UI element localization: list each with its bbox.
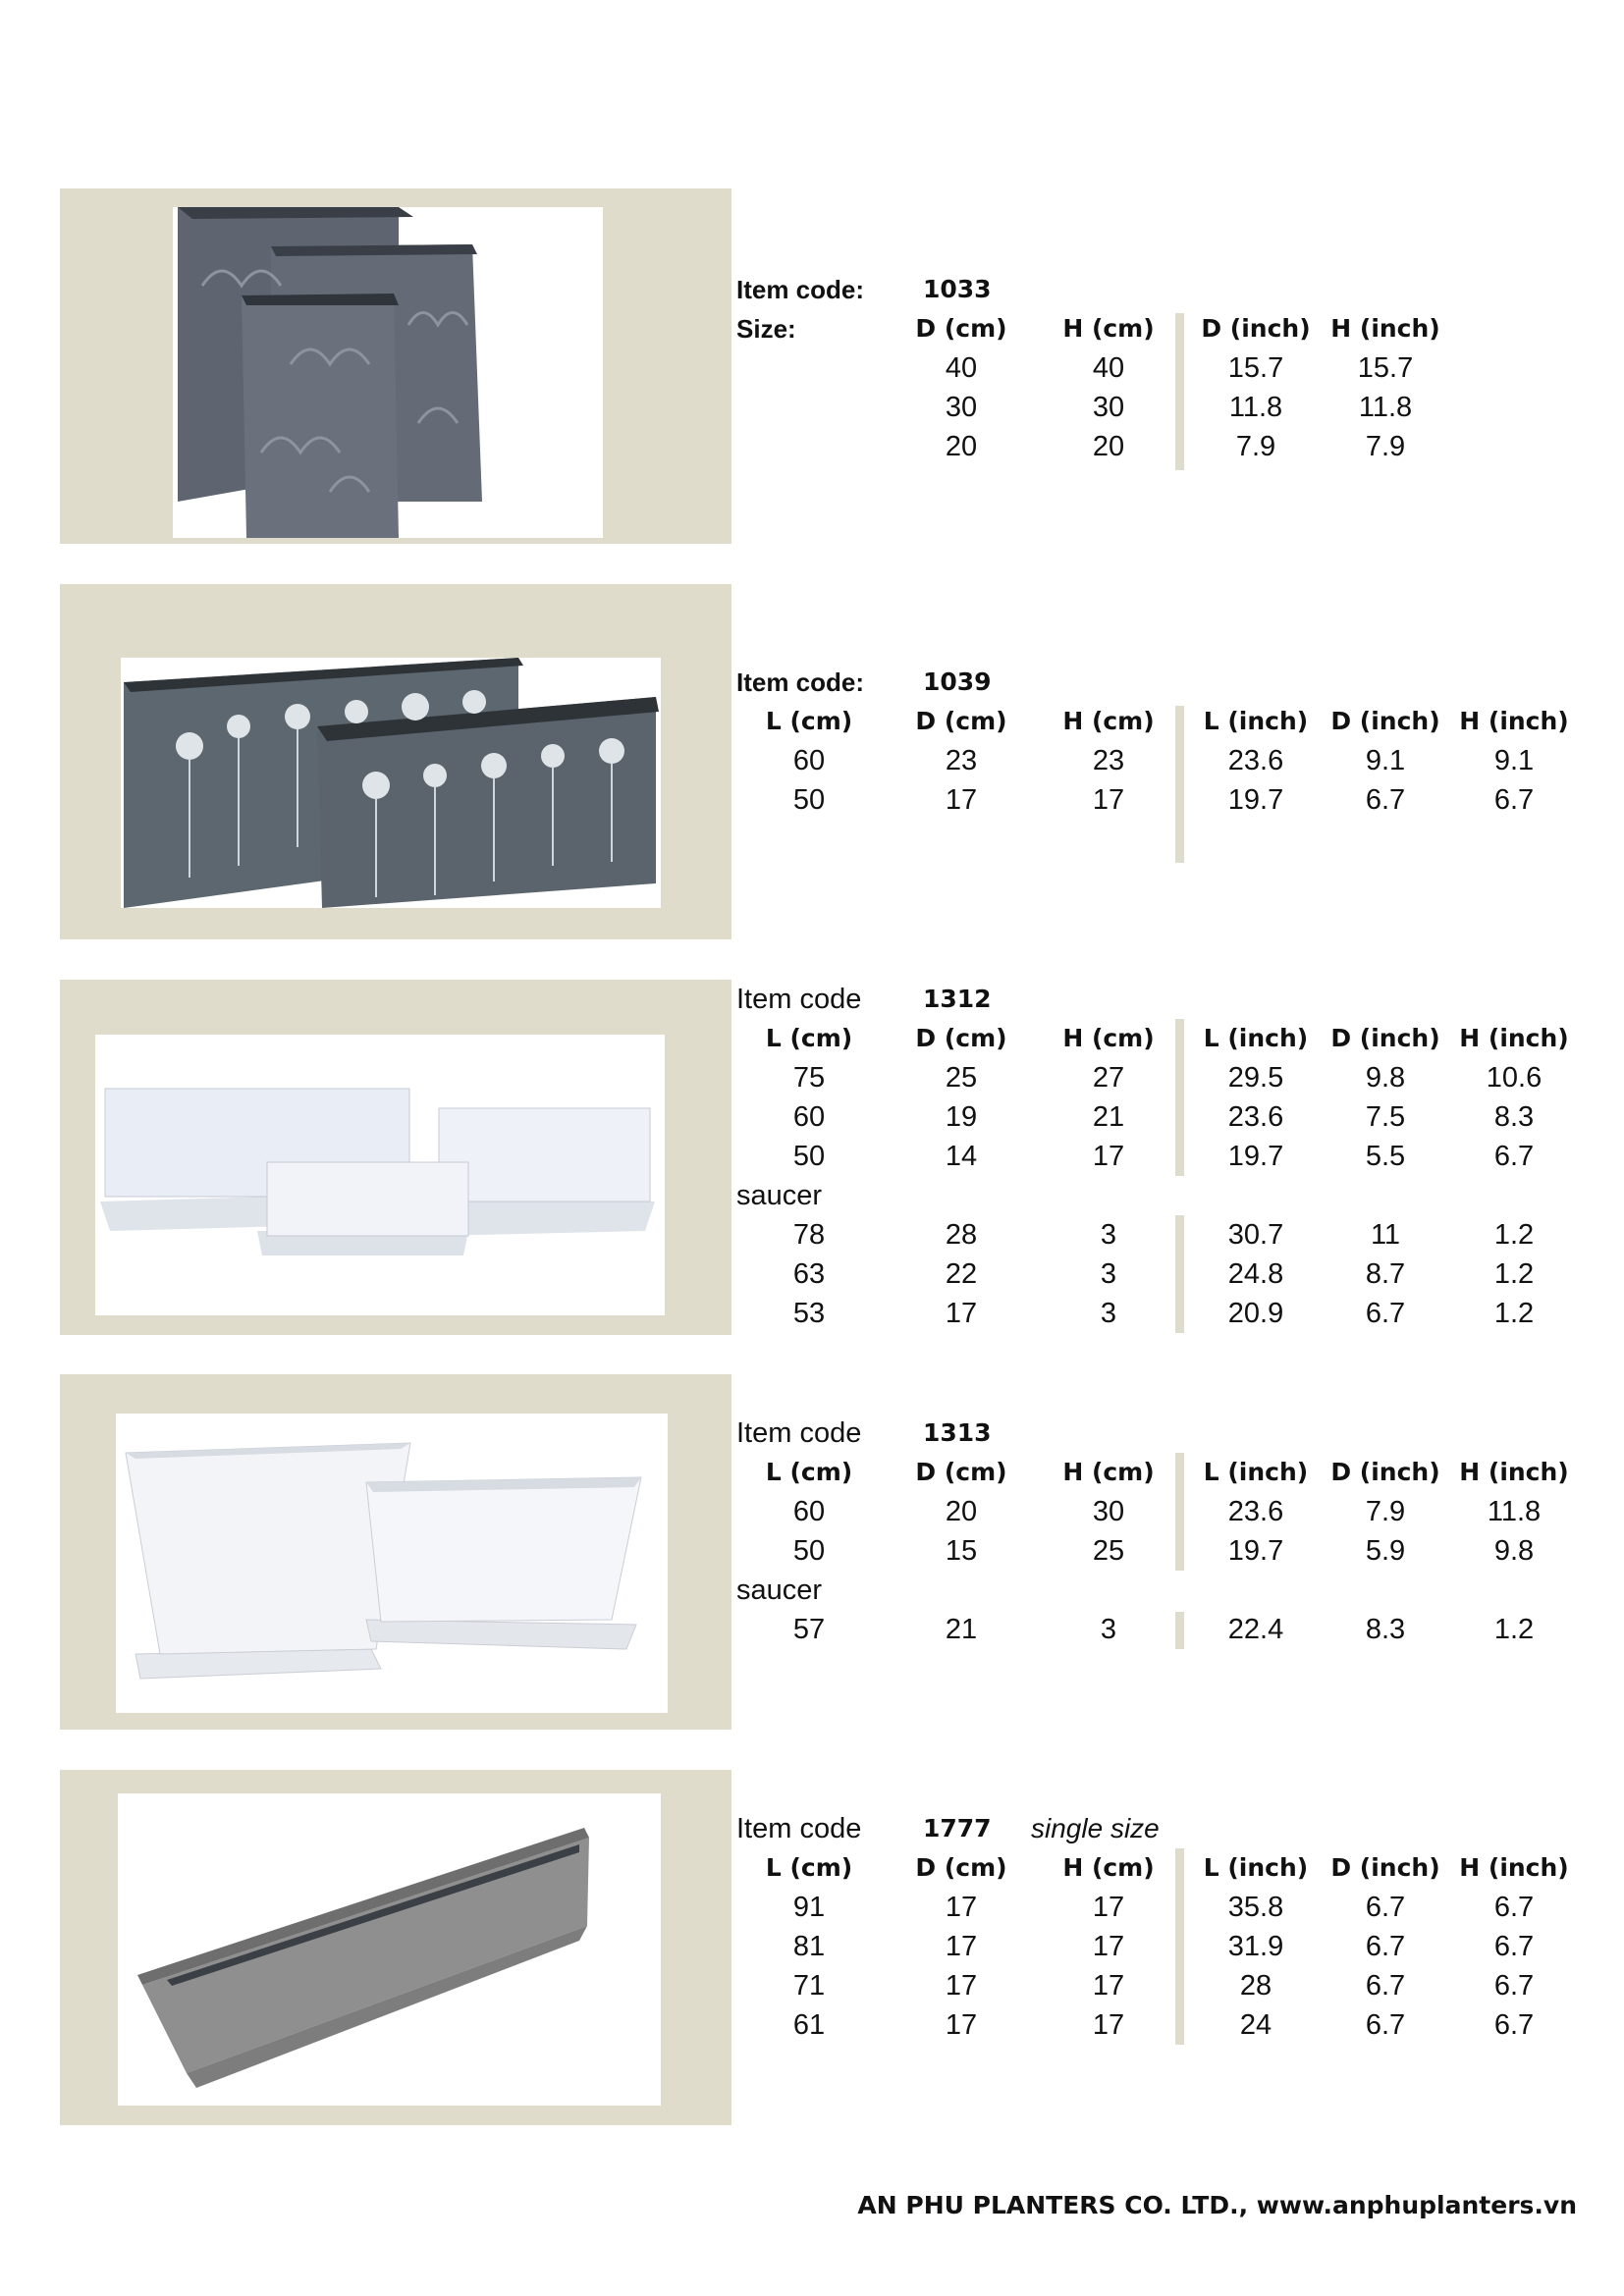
table-row bbox=[736, 388, 1600, 427]
col-header: D (inch) bbox=[1330, 1458, 1440, 1486]
column-divider bbox=[1175, 1019, 1184, 1176]
item-code-row bbox=[736, 1809, 1600, 1848]
col-header: H (inch) bbox=[1330, 314, 1440, 343]
table-row bbox=[736, 1137, 1600, 1176]
col-header: H (cm) bbox=[1062, 314, 1155, 343]
table-cell: 17 bbox=[945, 1970, 978, 2002]
item-code-label: Item code: bbox=[736, 667, 865, 697]
table-cell: 17 bbox=[1092, 1141, 1125, 1172]
col-header: D (inch) bbox=[1201, 314, 1311, 343]
saucer-row bbox=[736, 1610, 1600, 1649]
photo-panel bbox=[60, 1770, 731, 2125]
saucer-row bbox=[736, 1255, 1600, 1294]
white-rectangular-planters-photo bbox=[95, 1035, 665, 1315]
table-cell: 6.7 bbox=[1493, 2009, 1535, 2041]
header-row bbox=[736, 702, 1600, 741]
table-cell: 21 bbox=[945, 1614, 978, 1645]
table-row bbox=[736, 780, 1600, 820]
table-cell: 50 bbox=[792, 1535, 826, 1567]
item-code-value: 1033 bbox=[923, 275, 992, 303]
table-cell: 7.9 bbox=[1365, 431, 1406, 462]
table-cell: 17 bbox=[1092, 1931, 1125, 1962]
table-cell: 53 bbox=[792, 1298, 826, 1329]
table-cell: 20 bbox=[1092, 431, 1125, 462]
col-header: H (inch) bbox=[1459, 707, 1569, 735]
header-row bbox=[736, 1019, 1600, 1058]
column-divider bbox=[1175, 1215, 1184, 1333]
table-cell: 23.6 bbox=[1227, 1496, 1284, 1527]
table-cell: 60 bbox=[792, 1101, 826, 1133]
column-divider bbox=[1175, 1453, 1184, 1571]
table-cell: 11.8 bbox=[1228, 392, 1283, 423]
table-cell: 20 bbox=[945, 1496, 978, 1527]
saucer-row bbox=[736, 1294, 1600, 1333]
table-cell: 1.2 bbox=[1493, 1258, 1535, 1290]
table-row bbox=[736, 1492, 1600, 1531]
saucer-row bbox=[736, 1215, 1600, 1255]
photo-panel bbox=[60, 1374, 731, 1730]
saucer-label: saucer bbox=[736, 1180, 823, 1211]
table-cell: 5.5 bbox=[1365, 1141, 1406, 1172]
table-cell: 23 bbox=[945, 745, 978, 776]
col-header: L (inch) bbox=[1203, 1458, 1309, 1486]
table-cell: 6.7 bbox=[1365, 2009, 1406, 2041]
table-cell: 7.9 bbox=[1365, 1496, 1406, 1527]
col-header: D (inch) bbox=[1330, 1024, 1440, 1052]
col-header: L (cm) bbox=[765, 707, 853, 735]
item-code-label: Item code bbox=[736, 984, 862, 1015]
table-cell: 10.6 bbox=[1486, 1062, 1543, 1094]
table-cell: 8.3 bbox=[1365, 1614, 1406, 1645]
col-header: H (cm) bbox=[1062, 1853, 1155, 1882]
table-cell: 9.8 bbox=[1365, 1062, 1406, 1094]
table-cell: 19 bbox=[945, 1101, 978, 1133]
saucer-label-row bbox=[736, 1571, 1600, 1610]
grey-trough-planter-photo bbox=[118, 1793, 661, 2106]
table-cell: 15.7 bbox=[1227, 352, 1284, 384]
table-cell: 6.7 bbox=[1365, 1892, 1406, 1923]
table-cell: 28 bbox=[945, 1219, 978, 1251]
table-cell: 25 bbox=[945, 1062, 978, 1094]
table-row bbox=[736, 1097, 1600, 1137]
col-header: D (cm) bbox=[915, 314, 1007, 343]
table-cell: 24.8 bbox=[1227, 1258, 1284, 1290]
table-cell: 30.7 bbox=[1227, 1219, 1284, 1251]
table-cell: 28 bbox=[1239, 1970, 1272, 2002]
col-header: H (cm) bbox=[1062, 1458, 1155, 1486]
table-cell: 1.2 bbox=[1493, 1219, 1535, 1251]
column-divider bbox=[1175, 313, 1184, 470]
header-row bbox=[736, 1453, 1600, 1492]
table-cell: 6.7 bbox=[1493, 1931, 1535, 1962]
table-cell: 57 bbox=[792, 1614, 826, 1645]
table-cell: 60 bbox=[792, 1496, 826, 1527]
table-cell: 14 bbox=[945, 1141, 978, 1172]
table-cell: 6.7 bbox=[1365, 784, 1406, 816]
item-code-label: Item code: bbox=[736, 275, 865, 304]
table-cell: 17 bbox=[1092, 2009, 1125, 2041]
column-divider bbox=[1175, 1612, 1184, 1649]
table-cell: 20 bbox=[945, 431, 978, 462]
table-cell: 75 bbox=[792, 1062, 826, 1094]
table-cell: 9.1 bbox=[1365, 745, 1406, 776]
col-header: D (cm) bbox=[915, 707, 1007, 735]
table-row bbox=[736, 427, 1600, 466]
table-cell: 35.8 bbox=[1227, 1892, 1284, 1923]
table-cell: 27 bbox=[1092, 1062, 1125, 1094]
col-header: D (cm) bbox=[915, 1024, 1007, 1052]
table-cell: 60 bbox=[792, 745, 826, 776]
size-label: Size: bbox=[736, 314, 796, 344]
table-cell: 40 bbox=[1092, 352, 1125, 384]
table-cell: 81 bbox=[792, 1931, 826, 1962]
item-code-row bbox=[736, 270, 1600, 309]
table-cell: 3 bbox=[1100, 1258, 1117, 1290]
col-header: D (cm) bbox=[915, 1853, 1007, 1882]
table-cell: 15.7 bbox=[1357, 352, 1414, 384]
table-cell: 24 bbox=[1239, 2009, 1272, 2041]
table-cell: 6.7 bbox=[1493, 1892, 1535, 1923]
item-code-row bbox=[736, 980, 1600, 1019]
table-cell: 17 bbox=[945, 1892, 978, 1923]
table-cell: 1.2 bbox=[1493, 1614, 1535, 1645]
saucer-label-row bbox=[736, 1176, 1600, 1215]
saucer-label: saucer bbox=[736, 1575, 823, 1606]
col-header: L (cm) bbox=[765, 1853, 853, 1882]
table-cell: 6.7 bbox=[1365, 1970, 1406, 2002]
item-code-label: Item code bbox=[736, 1813, 862, 1844]
table-cell: 6.7 bbox=[1493, 784, 1535, 816]
col-header: L (inch) bbox=[1203, 1024, 1309, 1052]
item-code-value: 1777 bbox=[923, 1814, 992, 1842]
table-cell: 6.7 bbox=[1365, 1931, 1406, 1962]
table-cell: 9.8 bbox=[1493, 1535, 1535, 1567]
table-cell: 3 bbox=[1100, 1298, 1117, 1329]
item-code-value: 1313 bbox=[923, 1418, 992, 1447]
table-cell: 23.6 bbox=[1227, 745, 1284, 776]
col-header: D (inch) bbox=[1330, 1853, 1440, 1882]
company-footer: AN PHU PLANTERS CO. LTD., www.anphuplanters.vn bbox=[857, 2191, 1577, 2219]
table-row bbox=[736, 741, 1600, 780]
table-cell: 19.7 bbox=[1227, 1535, 1284, 1567]
item-code-value: 1312 bbox=[923, 985, 992, 1013]
planter-image-icon bbox=[116, 1414, 668, 1713]
table-cell: 20.9 bbox=[1227, 1298, 1284, 1329]
header-row bbox=[736, 309, 1600, 348]
col-header: L (cm) bbox=[765, 1458, 853, 1486]
photo-panel bbox=[60, 584, 731, 939]
table-cell: 8.7 bbox=[1365, 1258, 1406, 1290]
table-row bbox=[736, 1888, 1600, 1927]
table-cell: 17 bbox=[945, 784, 978, 816]
col-header: H (inch) bbox=[1459, 1458, 1569, 1486]
item-code-value: 1039 bbox=[923, 667, 992, 696]
col-header: H (inch) bbox=[1459, 1853, 1569, 1882]
table-cell: 5.9 bbox=[1365, 1535, 1406, 1567]
table-cell: 31.9 bbox=[1227, 1931, 1284, 1962]
table-cell: 40 bbox=[945, 352, 978, 384]
planter-image-icon bbox=[173, 207, 603, 538]
table-cell: 30 bbox=[945, 392, 978, 423]
table-cell: 50 bbox=[792, 784, 826, 816]
table-cell: 17 bbox=[945, 2009, 978, 2041]
table-cell: 91 bbox=[792, 1892, 826, 1923]
table-cell: 30 bbox=[1092, 392, 1125, 423]
table-cell: 6.7 bbox=[1493, 1970, 1535, 2002]
table-cell: 11 bbox=[1370, 1219, 1401, 1251]
col-header: H (cm) bbox=[1062, 707, 1155, 735]
table-row bbox=[736, 1531, 1600, 1571]
col-header: D (cm) bbox=[915, 1458, 1007, 1486]
table-cell: 15 bbox=[945, 1535, 978, 1567]
table-cell: 61 bbox=[792, 2009, 826, 2041]
col-header: L (inch) bbox=[1203, 707, 1309, 735]
table-row bbox=[736, 348, 1600, 388]
table-cell: 29.5 bbox=[1227, 1062, 1284, 1094]
table-cell: 7.5 bbox=[1365, 1101, 1406, 1133]
table-cell: 6.7 bbox=[1493, 1141, 1535, 1172]
table-cell: 1.2 bbox=[1493, 1298, 1535, 1329]
table-cell: 22.4 bbox=[1227, 1614, 1284, 1645]
table-cell: 7.9 bbox=[1235, 431, 1276, 462]
table-cell: 63 bbox=[792, 1258, 826, 1290]
item-code-row bbox=[736, 663, 1600, 702]
butterfly-square-planters-photo bbox=[173, 207, 603, 538]
table-row bbox=[736, 2005, 1600, 2045]
column-divider bbox=[1175, 706, 1184, 863]
table-cell: 17 bbox=[1092, 1970, 1125, 2002]
col-header: H (inch) bbox=[1459, 1024, 1569, 1052]
table-row bbox=[736, 1966, 1600, 2005]
table-cell: 25 bbox=[1092, 1535, 1125, 1567]
item-code-row bbox=[736, 1414, 1600, 1453]
table-cell: 3 bbox=[1100, 1219, 1117, 1251]
table-cell: 3 bbox=[1100, 1614, 1117, 1645]
photo-panel bbox=[60, 980, 731, 1335]
item-code-label: Item code bbox=[736, 1417, 862, 1449]
table-cell: 23 bbox=[1092, 745, 1125, 776]
table-cell: 17 bbox=[945, 1931, 978, 1962]
table-cell: 30 bbox=[1092, 1496, 1125, 1527]
planter-image-icon bbox=[118, 1793, 661, 2106]
table-cell: 9.1 bbox=[1493, 745, 1535, 776]
table-cell: 78 bbox=[792, 1219, 826, 1251]
planter-image-icon bbox=[95, 1035, 665, 1315]
table-row bbox=[736, 1058, 1600, 1097]
table-cell: 19.7 bbox=[1227, 1141, 1284, 1172]
table-cell: 17 bbox=[1092, 1892, 1125, 1923]
table-cell: 23.6 bbox=[1227, 1101, 1284, 1133]
table-cell: 22 bbox=[945, 1258, 978, 1290]
col-header: L (inch) bbox=[1203, 1853, 1309, 1882]
table-cell: 71 bbox=[792, 1970, 826, 2002]
col-header: H (cm) bbox=[1062, 1024, 1155, 1052]
table-cell: 11.8 bbox=[1358, 392, 1413, 423]
table-cell: 50 bbox=[792, 1141, 826, 1172]
table-row bbox=[736, 1927, 1600, 1966]
header-row bbox=[736, 1848, 1600, 1888]
white-tapered-planters-photo bbox=[116, 1414, 668, 1713]
table-cell: 17 bbox=[945, 1298, 978, 1329]
col-header: D (inch) bbox=[1330, 707, 1440, 735]
photo-panel bbox=[60, 188, 731, 544]
flower-trough-planters-photo bbox=[121, 658, 661, 908]
table-cell: 11.8 bbox=[1487, 1496, 1542, 1527]
table-cell: 19.7 bbox=[1227, 784, 1284, 816]
column-divider bbox=[1175, 1848, 1184, 2045]
single-size-note: single size bbox=[1031, 1813, 1160, 1843]
table-cell: 8.3 bbox=[1493, 1101, 1535, 1133]
col-header: L (cm) bbox=[765, 1024, 853, 1052]
table-cell: 6.7 bbox=[1365, 1298, 1406, 1329]
planter-image-icon bbox=[121, 658, 661, 908]
table-cell: 21 bbox=[1092, 1101, 1125, 1133]
table-cell: 17 bbox=[1092, 784, 1125, 816]
